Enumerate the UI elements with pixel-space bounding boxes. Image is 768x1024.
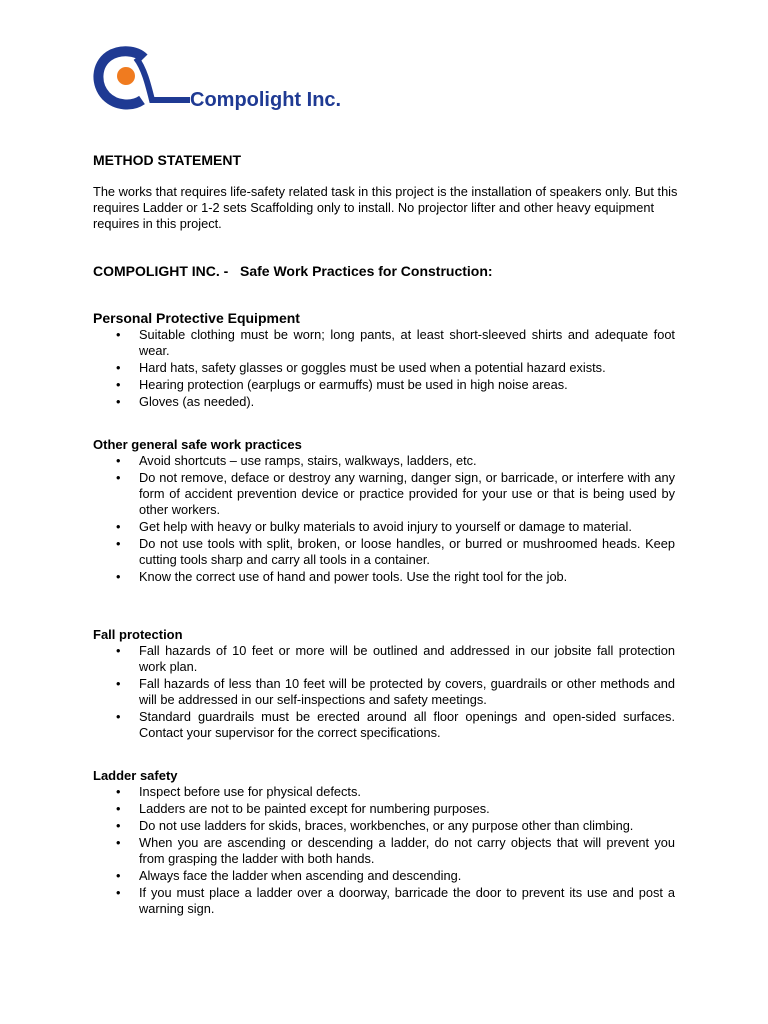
bullet-icon: • xyxy=(116,801,121,816)
list-item xyxy=(0,569,768,585)
list-item-text: Suitable clothing must be worn; long pants, at least short-sleeved shirts and adequate foot wear. xyxy=(139,327,675,358)
list-item xyxy=(0,709,768,741)
list-item-text: Fall hazards of less than 10 feet will be protected by covers, guardrails or other methods and will be addressed in our self-inspections and safety meetings. xyxy=(139,676,675,707)
list-item xyxy=(0,470,768,518)
bullet-icon: • xyxy=(116,868,121,883)
bullet-icon: • xyxy=(116,536,121,551)
list-item-text: If you must place a ladder over a doorway, barricade the door to prevent its use and post a warning sign. xyxy=(139,885,675,916)
bullet-icon: • xyxy=(116,569,121,584)
list-item xyxy=(0,676,768,708)
list-item-text: Do not remove, deface or destroy any warning, danger sign, or barricade, or interfere with any form of accident prevention device or practice provided for your use or that is being used by other workers. xyxy=(139,470,675,517)
list-item-text: Gloves (as needed). xyxy=(139,394,255,409)
bullet-icon: • xyxy=(116,818,121,833)
bullet-icon: • xyxy=(116,327,121,342)
bullet-icon: • xyxy=(116,885,121,900)
list-item xyxy=(0,868,768,884)
list-item xyxy=(0,327,768,359)
list-item-text: Hard hats, safety glasses or goggles must be used when a potential hazard exists. xyxy=(139,360,606,375)
bullet-icon: • xyxy=(116,470,121,485)
list-item-text: Hearing protection (earplugs or earmuffs) must be used in high noise areas. xyxy=(139,377,568,392)
list-item-text: Know the correct use of hand and power tools. Use the right tool for the job. xyxy=(139,569,568,584)
list-item-text: Avoid shortcuts – use ramps, stairs, walkways, ladders, etc. xyxy=(139,453,477,468)
list-item xyxy=(0,394,768,410)
company-logo xyxy=(92,44,192,114)
fall-protection-list xyxy=(0,643,768,742)
bullet-icon: • xyxy=(116,453,121,468)
list-item xyxy=(0,453,768,469)
list-item xyxy=(0,360,768,376)
list-item xyxy=(0,784,768,800)
list-item xyxy=(0,818,768,834)
fall-protection-heading: Fall protection xyxy=(93,627,183,642)
ppe-heading: Personal Protective Equipment xyxy=(93,310,300,326)
list-item-text: Get help with heavy or bulky materials to avoid injury to yourself or damage to material. xyxy=(139,519,632,534)
list-item-text: Inspect before use for physical defects. xyxy=(139,784,361,799)
bullet-icon: • xyxy=(116,360,121,375)
method-statement-intro: The works that requires life-safety related task in this project is the installation of speakers only. But this requires Ladder or 1-2 sets Scaffolding only to install. No projector lifter and other heavy equipment requires in this project. xyxy=(93,184,678,231)
company-name: Compolight Inc. xyxy=(190,89,342,111)
bullet-icon: • xyxy=(116,519,121,534)
list-item-text: Standard guardrails must be erected around all floor openings and open-sided surfaces. Contact your supervisor for the correct specifications. xyxy=(139,709,675,740)
safe-work-practices-heading: COMPOLIGHT INC. - Safe Work Practices for Construction: xyxy=(93,263,493,279)
list-item xyxy=(0,643,768,675)
list-item-text: Always face the ladder when ascending and descending. xyxy=(139,868,462,883)
list-item xyxy=(0,835,768,867)
ladder-safety-list xyxy=(0,784,768,918)
bullet-icon: • xyxy=(116,784,121,799)
list-item xyxy=(0,519,768,535)
company-logo-mark xyxy=(92,44,192,114)
list-item xyxy=(0,536,768,568)
bullet-icon: • xyxy=(116,709,121,724)
bullet-icon: • xyxy=(116,676,121,691)
list-item xyxy=(0,377,768,393)
list-item-text: Ladders are not to be painted except for numbering purposes. xyxy=(139,801,490,816)
list-item-text: Do not use ladders for skids, braces, workbenches, or any purpose other than climbing. xyxy=(139,818,634,833)
ppe-list xyxy=(0,327,768,411)
bullet-icon: • xyxy=(116,377,121,392)
bullet-icon: • xyxy=(116,835,121,850)
list-item xyxy=(0,801,768,817)
method-statement-title: METHOD STATEMENT xyxy=(93,152,242,168)
list-item-text: Fall hazards of 10 feet or more will be outlined and addressed in our jobsite fall protection work plan. xyxy=(139,643,675,674)
list-item xyxy=(0,885,768,917)
general-practices-list xyxy=(0,453,768,586)
bullet-icon: • xyxy=(116,643,121,658)
ladder-safety-heading: Ladder safety xyxy=(93,768,178,783)
list-item-text: Do not use tools with split, broken, or loose handles, or burred or mushroomed heads. Keep cutting tools sharp and carry all tools in a container. xyxy=(139,536,675,567)
list-item-text: When you are ascending or descending a ladder, do not carry objects that will prevent you from grasping the ladder with both hands. xyxy=(139,835,675,866)
general-practices-heading: Other general safe work practices xyxy=(93,437,302,452)
bullet-icon: • xyxy=(116,394,121,409)
